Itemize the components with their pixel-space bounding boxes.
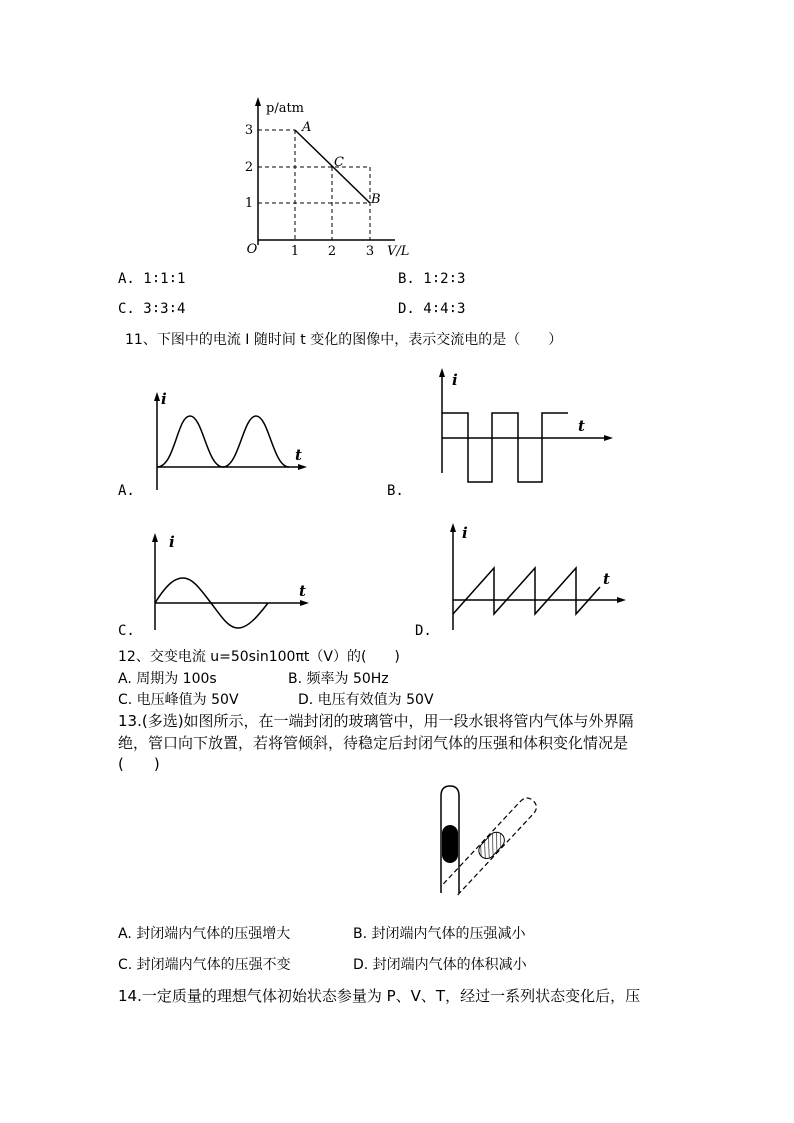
q12-stem: 12、交变电流 u=50sin100πt（V）的( ) xyxy=(118,649,400,665)
q11-graph-c xyxy=(143,530,318,635)
pv-y-tick-3: 3 xyxy=(244,123,254,138)
pv-dashed-guides xyxy=(258,130,370,240)
pv-point-c-label: C xyxy=(334,155,344,170)
pv-origin-label: O xyxy=(246,242,258,257)
q11-option-b-label: B. xyxy=(387,483,404,499)
pv-x-tick-3: 3 xyxy=(365,244,375,259)
q10-option-d: D. 4∶4∶3 xyxy=(398,301,466,317)
q11-graph-d-i-label: i xyxy=(462,524,468,542)
q11-option-c-label: C. xyxy=(118,623,135,639)
pv-x-axis-label: V/L xyxy=(387,244,410,259)
q13-stem-line2: 绝，管口向下放置，若将管倾斜，待稳定后封闭气体的压强和体积变化情况是 xyxy=(118,734,629,752)
q11-graph-c-t-label: t xyxy=(299,582,306,600)
q10-option-b: B. 1∶2∶3 xyxy=(398,271,466,287)
pv-y-arrow xyxy=(255,97,261,106)
q11-stem: 11、下图中的电流 I 随时间 t 变化的图像中，表示交流电的是（ ） xyxy=(125,332,563,348)
q13-mercury-tilted xyxy=(476,829,508,862)
q10-option-c: C. 3∶3∶4 xyxy=(118,301,186,317)
pv-point-b-label: B xyxy=(371,192,381,207)
q10-option-a: A. 1∶1∶1 xyxy=(118,271,186,287)
q13-option-a: A. 封闭端内气体的压强增大 xyxy=(118,926,291,942)
q11-option-a-label: A. xyxy=(118,483,135,499)
q13-option-c: C. 封闭端内气体的压强不变 xyxy=(118,957,291,973)
q11-option-d-label: D. xyxy=(415,623,432,639)
q11-graph-b xyxy=(430,365,620,495)
q11-graph-c-i-label: i xyxy=(169,533,175,551)
pv-x-tick-1: 1 xyxy=(290,244,300,259)
pv-x-tick-2: 2 xyxy=(327,244,337,259)
q12-option-d: D. 电压有效值为 50V xyxy=(298,692,434,708)
pv-y-axis-label: p/atm xyxy=(266,101,305,116)
q12-option-b: B. 频率为 50Hz xyxy=(288,671,389,687)
q11-graph-d-curve xyxy=(453,568,600,614)
pv-point-a-label: A xyxy=(302,120,312,135)
q13-stem-line3: ( ) xyxy=(118,755,160,773)
q11-graph-a-i-label: i xyxy=(161,390,167,408)
pv-graph xyxy=(240,95,420,260)
q11-graph-b-t-label: t xyxy=(578,417,585,435)
q11-graph-a xyxy=(145,390,315,495)
q11-graph-d-t-label: t xyxy=(603,570,610,588)
q13-tube-figure xyxy=(430,780,565,900)
q12-option-c: C. 电压峰值为 50V xyxy=(118,692,239,708)
pv-y-tick-2: 2 xyxy=(244,160,254,175)
q11-graph-a-curve xyxy=(157,416,289,467)
q11-graph-a-t-label: t xyxy=(295,446,302,464)
q12-option-a: A. 周期为 100s xyxy=(118,671,217,687)
pv-y-tick-1: 1 xyxy=(244,196,254,211)
q11-graph-b-i-label: i xyxy=(452,371,458,389)
q13-mercury-vertical xyxy=(442,825,458,863)
q14-stem-line1: 14.一定质量的理想气体初始状态参量为 P、V、T，经过一系列状态变化后，压 xyxy=(118,987,641,1005)
q13-option-b: B. 封闭端内气体的压强减小 xyxy=(353,926,526,942)
q11-graph-d xyxy=(440,520,630,635)
q11-graph-b-curve xyxy=(442,413,568,482)
q13-stem-line1: 13.(多选)如图所示，在一端封闭的玻璃管中，用一段水银将管内气体与外界隔 xyxy=(118,712,634,730)
q13-option-d: D. 封闭端内气体的体积减小 xyxy=(353,957,527,973)
